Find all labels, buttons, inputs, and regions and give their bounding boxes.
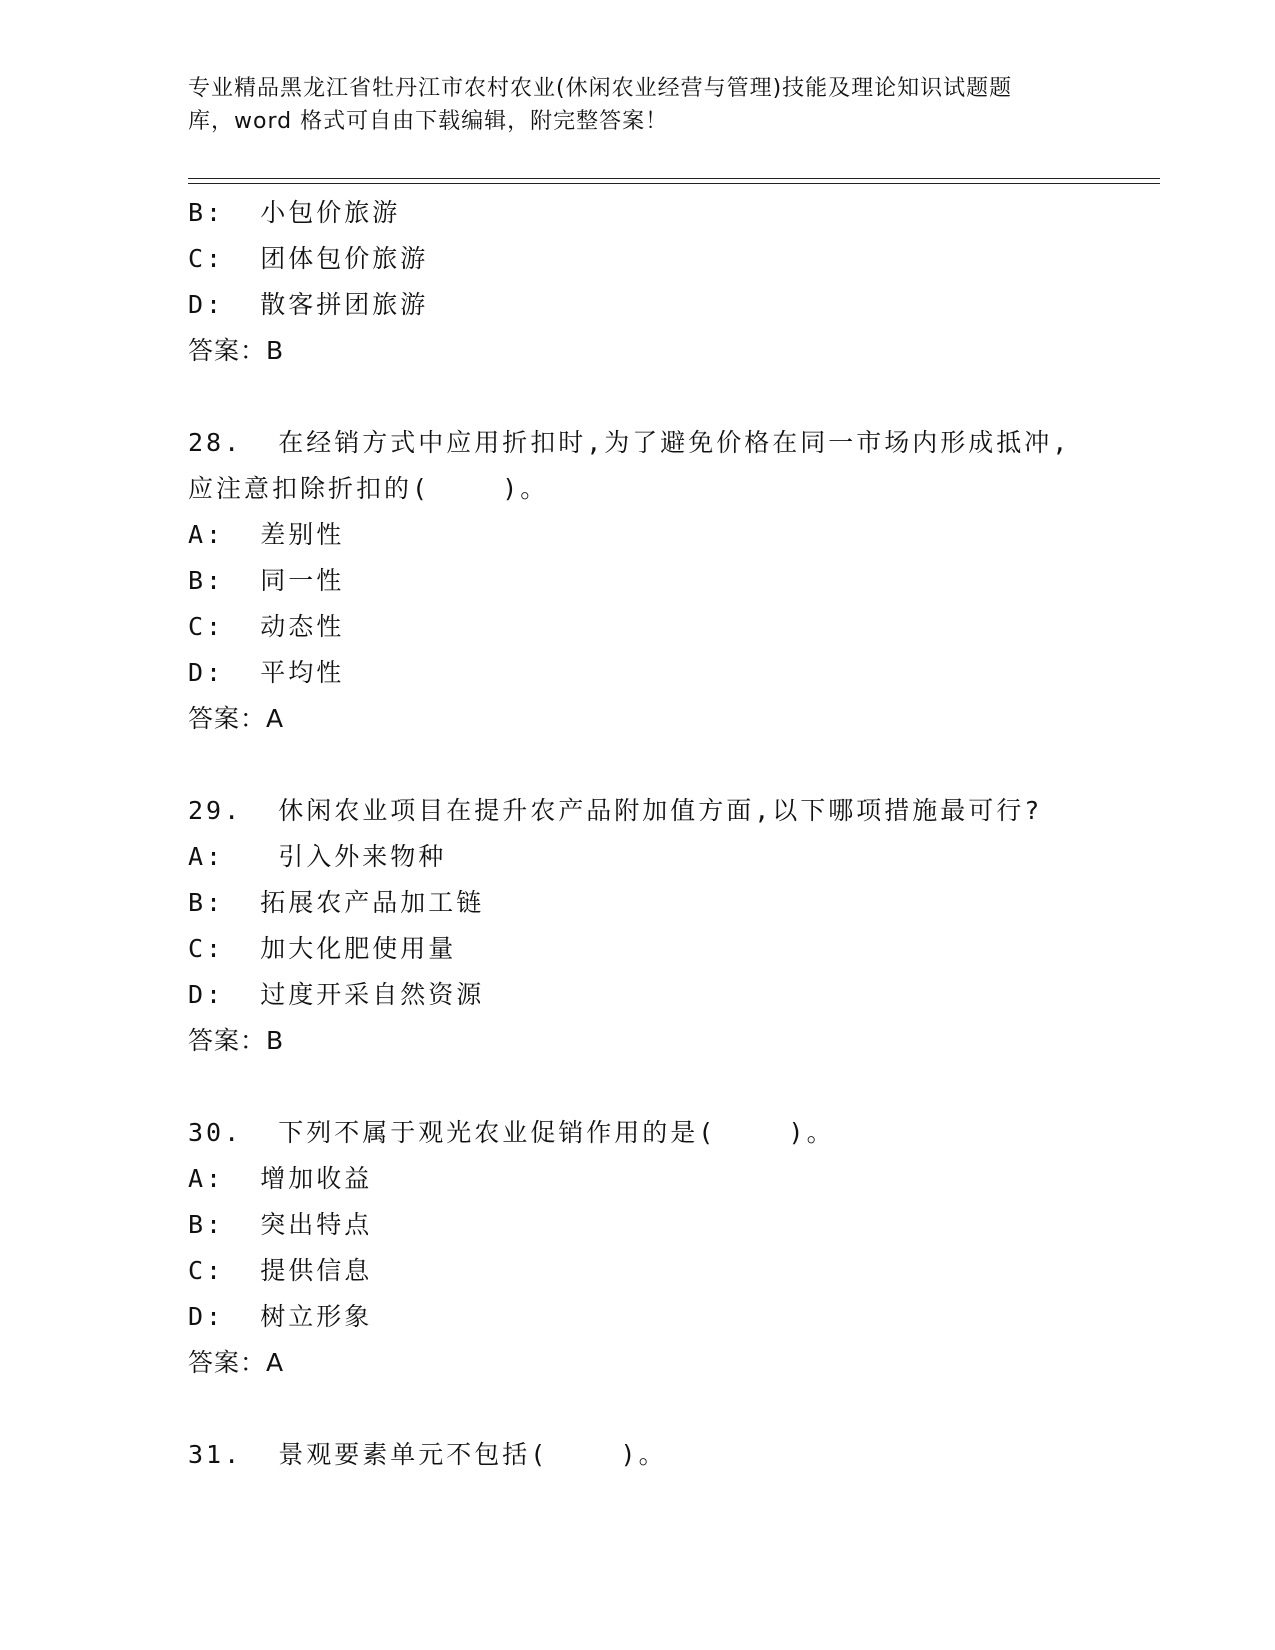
option-c: C: 动态性 [188, 612, 345, 641]
option-c: C: 提供信息 [188, 1256, 373, 1285]
option-c: C: 加大化肥使用量 [188, 934, 457, 963]
option-d: D: 过度开采自然资源 [188, 980, 485, 1009]
spacer [188, 1386, 1148, 1432]
header-rule-bottom [188, 183, 1160, 184]
question-29 [188, 788, 1148, 1064]
question-stem-continued: 应注意扣除折扣的( )。 [188, 474, 549, 503]
spacer [188, 374, 1148, 420]
option-c: C: 团体包价旅游 [188, 244, 429, 273]
option-b: B: 拓展农产品加工链 [188, 888, 485, 917]
question-stem: 31. 景观要素单元不包括( )。 [188, 1440, 667, 1469]
question-stem: 28. 在经销方式中应用折扣时,为了避免价格在同一市场内形成抵冲, [188, 428, 1071, 457]
option-b: B: 小包价旅游 [188, 198, 401, 227]
option-a: A: 引入外来物种 [188, 842, 447, 871]
option-b: B: 突出特点 [188, 1210, 373, 1239]
question-stem: 30. 下列不属于观光农业促销作用的是( )。 [188, 1118, 835, 1147]
question-27-continued [188, 190, 1148, 374]
option-d: D: 平均性 [188, 658, 345, 687]
document-header [188, 72, 1108, 138]
option-b: B: 同一性 [188, 566, 345, 595]
question-stem: 29. 休闲农业项目在提升农产品附加值方面,以下哪项措施最可行? [188, 796, 1043, 825]
option-d: D: 散客拼团旅游 [188, 290, 429, 319]
spacer [188, 1064, 1148, 1110]
question-30 [188, 1110, 1148, 1386]
question-31 [188, 1432, 1148, 1478]
header-line-1: 专业精品黑龙江省牡丹江市农村农业(休闲农业经营与管理)技能及理论知识试题题 [188, 76, 1013, 101]
answer-line: 答案：B [188, 336, 285, 365]
header-line-2: 库，word 格式可自由下载编辑，附完整答案！ [188, 109, 669, 134]
question-list [188, 190, 1148, 1478]
answer-line: 答案：A [188, 1348, 285, 1377]
spacer [188, 742, 1148, 788]
question-28 [188, 420, 1148, 742]
option-a: A: 差别性 [188, 520, 345, 549]
answer-line: 答案：B [188, 1026, 285, 1055]
answer-line: 答案：A [188, 704, 285, 733]
header-rule-top [188, 178, 1160, 179]
option-a: A: 增加收益 [188, 1164, 373, 1193]
option-d: D: 树立形象 [188, 1302, 373, 1331]
